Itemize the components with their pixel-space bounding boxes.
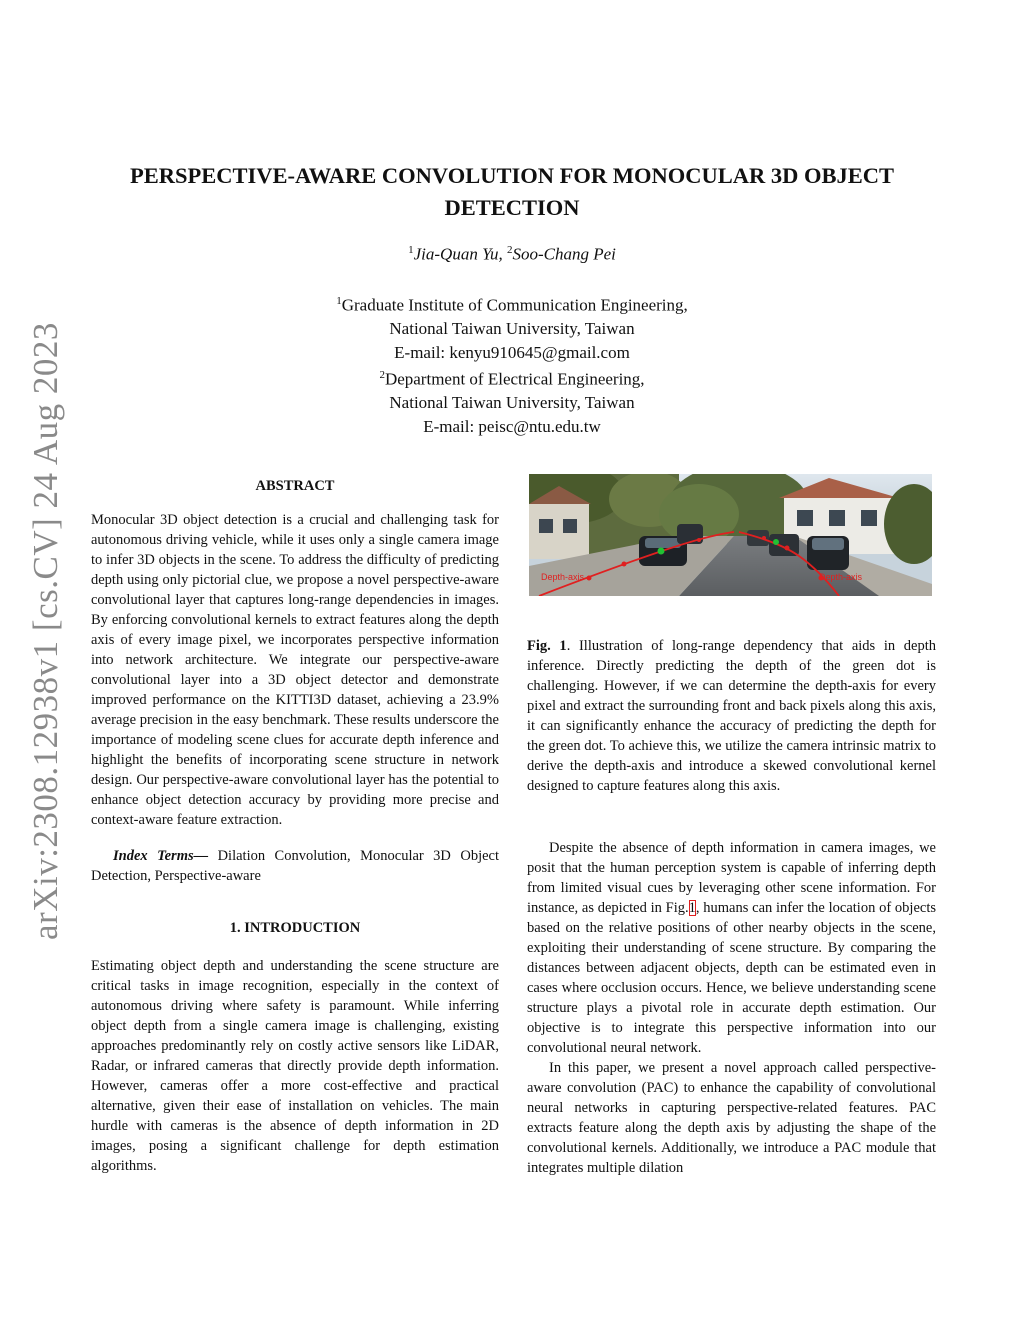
- street-scene-illustration: [529, 474, 932, 596]
- affiliation-1-line-2: National Taiwan University, Taiwan: [389, 319, 635, 339]
- figure-1-caption: [527, 636, 936, 796]
- right-house-window: [797, 510, 813, 526]
- affiliation-2-text: Department of Electrical Engineering,: [384, 369, 645, 389]
- green-target-dot-right: [773, 539, 779, 545]
- left-house-window: [539, 519, 553, 533]
- introduction-text: Estimating object depth and understanding the scene structure are critical tasks in image recognition, especially in the context of autonomous driving where safety is paramount. While inferring object depth from a single camera image is challenging, existing approaches predominantly rely on costly active sensors like LiDAR, Radar, or infrared cameras that directly provide depth information. However, cameras offer a more cost-effective and practical alternative, given their ease of installation on vehicles. The main hurdle with cameras is the absence of depth information in 2D images, posing a significant challenge for depth estimation algorithms.: [91, 958, 499, 1174]
- right-column: [527, 474, 936, 1178]
- figure-1-street-scene: [529, 474, 932, 596]
- left-house-wall: [529, 504, 589, 559]
- affiliation-2-line-2: National Taiwan University, Taiwan: [389, 393, 635, 413]
- index-terms-text: Dilation Convolution, Monocular 3D Object Detection, Perspective-aware: [91, 848, 499, 884]
- affiliation-2-superscript: 2: [379, 369, 385, 382]
- author-2-superscript: 2: [506, 244, 513, 256]
- depth-axis-label-right: Depth-axis: [819, 572, 863, 582]
- right-paragraph-1-part-1: Despite the absence of depth information in camera images, we posit that the human perception system is capable of inferring depth from limited visual cues by leveraging other scene information. For instance, as depicted in Fig.: [527, 840, 936, 916]
- affiliation-1-email: E-mail: kenyu910645@gmail.com: [394, 342, 630, 362]
- author-line: [0, 244, 1024, 265]
- abstract-heading: ABSTRACT: [255, 478, 335, 494]
- left-axis-dot-2: [622, 562, 627, 567]
- author-2-name: Soo-Chang Pei: [512, 244, 616, 264]
- abstract-text: Monocular 3D object detection is a crucial and challenging task for autonomous driving vehicle, while it uses only a single camera image to infer 3D objects in the scene. To address the difficulty of predicting depth using only pictorial clue, we propose a novel perspective-aware convolutional layer that captures long-range dependencies in images. By enforcing convolutional kernels to extract features along the depth axis of every image pixel, we incorporates perspective information into network architecture. We integrate our perspective-aware convolutional layer into a 3D object detector and demonstrate improved performance on the KITTI3D dataset, achieving a 23.9% average precision in the easy benchmark. These results underscore the importance of modeling scene clues for accurate depth inference and highlight the benefits of incorporating scene structure in network design. Our perspective-aware convolutional layer has the potential to enhance object detection accuracy by providing more precise and context-aware feature extraction.: [91, 512, 499, 828]
- right-paragraph-2: In this paper, we present a novel approach called perspective-aware convolution (PAC) to enhance the capability of convolutional neural networks in capturing perspective-related features. PAC extracts feature along the depth axis by adjusting the shape of the convolutional kernels. Additionally, we introduce a PAC module that integrates multiple dilation: [527, 1060, 936, 1176]
- right-paragraph-1: [527, 838, 936, 1058]
- right-house-window-3: [861, 510, 877, 526]
- left-house-window-2: [563, 519, 577, 533]
- left-axis-dot-1: [587, 576, 592, 581]
- figure-reference-link[interactable]: 1: [688, 900, 696, 916]
- affiliations-block: [0, 290, 1024, 438]
- green-target-dot: [658, 548, 665, 555]
- affiliation-2-line-1: [0, 364, 1024, 391]
- index-terms-label: Index Terms—: [113, 848, 209, 864]
- depth-axis-label-left: Depth-axis: [541, 572, 585, 582]
- right-axis-dot-1: [762, 536, 766, 540]
- right-paragraph-1-part-2: , humans can infer the location of objects based on the relative positions of other nearby objects in the scene, exploiting their understanding of scene structure. By comparing the distances between adjacent objects, depth can be estimated even in cases where occlusion occurs. Hence, we believe understanding scene structure plays a pivotal role in accurate depth estimation. Our objective is to integrate this perspective information into our convolutional neural network.: [527, 900, 936, 1056]
- affiliation-2-email: E-mail: peisc@ntu.edu.tw: [423, 416, 601, 436]
- affiliation-1-line-1: [0, 290, 1024, 317]
- introduction-heading: 1. INTRODUCTION: [229, 920, 361, 936]
- author-1-superscript: 1: [408, 244, 414, 256]
- left-axis-dot-3: [697, 538, 701, 542]
- arxiv-identifier: arXiv:2308.12938v1 [cs.CV] 24 Aug 2023: [26, 322, 65, 940]
- affiliation-1-superscript: 1: [336, 295, 342, 307]
- right-house-window-2: [829, 510, 845, 526]
- affiliation-1-text: Graduate Institute of Communication Engineering,: [341, 295, 688, 315]
- author-1-name: Jia-Quan Yu,: [413, 244, 507, 264]
- figure-1-caption-label: Fig. 1: [527, 638, 567, 654]
- left-column: [91, 476, 499, 1176]
- right-body-text: [527, 838, 936, 1178]
- right-car-window: [812, 538, 844, 550]
- figure-1-caption-text: . Illustration of long-range dependency that aids in depth inference. Directly predicting the depth of the green dot is challenging. However, if we can determine the depth-axis for every pixel and extract the surrounding front and back pixels along this axis, it can significantly enhance the accuracy of predicting the depth for the green dot. To achieve this, we utilize the camera intrinsic matrix to derive the depth-axis and introduce a skewed convolutional kernel designed to capture features along this axis.: [527, 638, 936, 794]
- right-axis-dot-2: [785, 546, 790, 551]
- paper-title: PERSPECTIVE-AWARE CONVOLUTION FOR MONOCULAR 3D OBJECT DETECTION: [130, 163, 894, 220]
- index-terms: [91, 846, 499, 886]
